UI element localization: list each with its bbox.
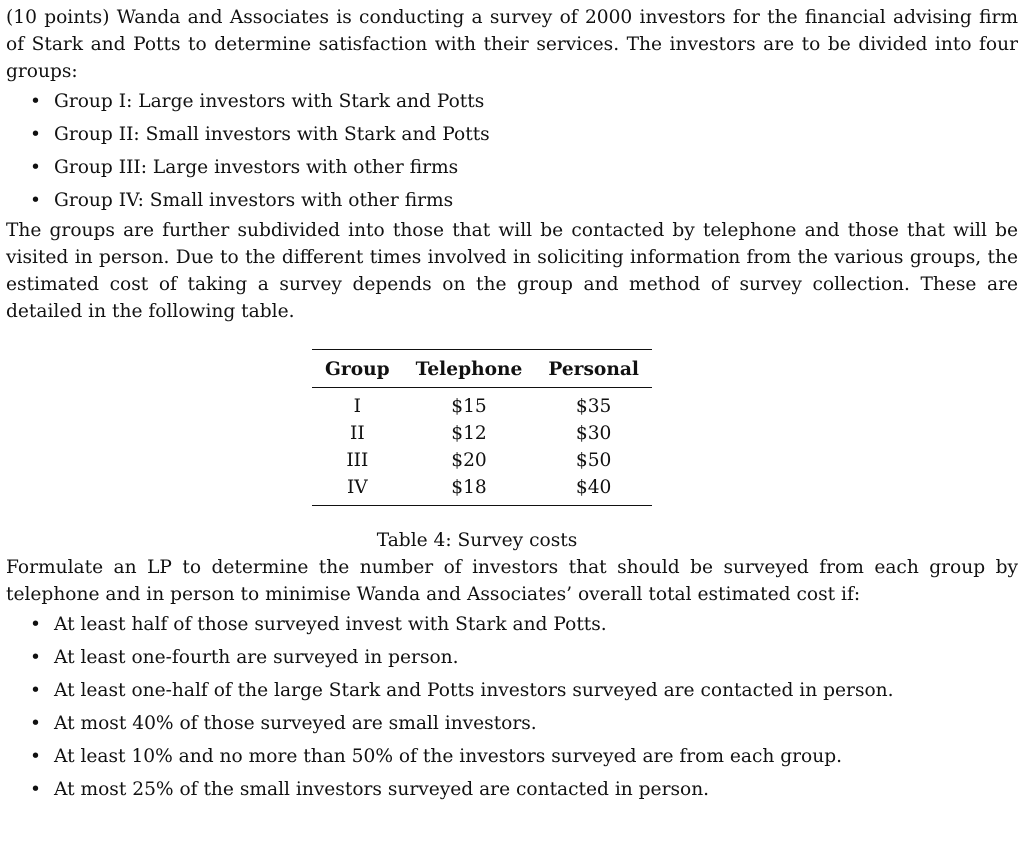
constraint-item: • At least half of those surveyed invest with Stark and Potts. — [6, 608, 1018, 641]
constraint-item: • At least 10% and no more than 50% of the investors surveyed are from each group. — [6, 740, 1018, 773]
cell-personal: $50 — [575, 450, 612, 471]
cell-telephone: $15 — [451, 396, 487, 417]
cell-personal: $30 — [575, 423, 612, 444]
group-list-item: • Group IV: Small investors with other firms — [6, 184, 1018, 217]
group-list-item: • Group III: Large investors with other firms — [6, 151, 1018, 184]
survey-cost-table — [312, 349, 652, 506]
column-header-personal: Personal — [535, 350, 652, 388]
subdivision-paragraph: The groups are further subdivided into those that will be contacted by telephone and those that will be visited in person. Due to the different times involved in soliciting information from the various groups, the estimated cost of taking a survey depends on the group and method of survey collection. These are detailed in the following table. — [6, 220, 1018, 322]
group-list-item: • Group I: Large investors with Stark and Potts — [6, 85, 1018, 118]
column-header-telephone: Telephone — [403, 350, 536, 388]
table-row — [312, 388, 652, 421]
constraint-item: • At least one-fourth are surveyed in person. — [6, 641, 1018, 674]
table-caption: Table 4: Survey costs — [376, 530, 578, 551]
group-list-item: • Group II: Small investors with Stark and Potts — [6, 118, 1018, 151]
cell-telephone: $20 — [451, 450, 487, 471]
cell-telephone: $12 — [451, 423, 487, 444]
column-header-group: Group — [312, 350, 403, 388]
cell-personal: $35 — [575, 396, 612, 417]
constraint-item: • At most 40% of those surveyed are small investors. — [6, 707, 1018, 740]
constraint-item: • At least one-half of the large Stark and Potts investors surveyed are contacted in person. — [6, 674, 1018, 707]
cost-table-container — [6, 349, 1018, 506]
table-row — [312, 420, 652, 447]
intro-paragraph: (10 points) Wanda and Associates is conducting a survey of 2000 investors for the financial advising firm of Stark and Potts to determine satisfaction with their services. The investors are to be divided into four groups: — [6, 7, 1018, 82]
group-list — [6, 85, 1018, 217]
constraint-list — [6, 608, 1018, 806]
cell-group: III — [346, 450, 369, 471]
cell-group: I — [353, 396, 362, 417]
table-row — [312, 474, 652, 506]
task-paragraph: Formulate an LP to determine the number of investors that should be surveyed from each group by telephone and in person to minimise Wanda and Associates’ overall total estimated cost if: — [6, 557, 1018, 605]
cell-group: IV — [346, 477, 368, 498]
table-header-row — [312, 350, 652, 388]
cell-telephone: $18 — [451, 477, 487, 498]
cell-personal: $40 — [575, 477, 612, 498]
cell-group: II — [349, 423, 365, 444]
constraint-item: • At most 25% of the small investors surveyed are contacted in person. — [6, 773, 1018, 806]
table-row — [312, 447, 652, 474]
